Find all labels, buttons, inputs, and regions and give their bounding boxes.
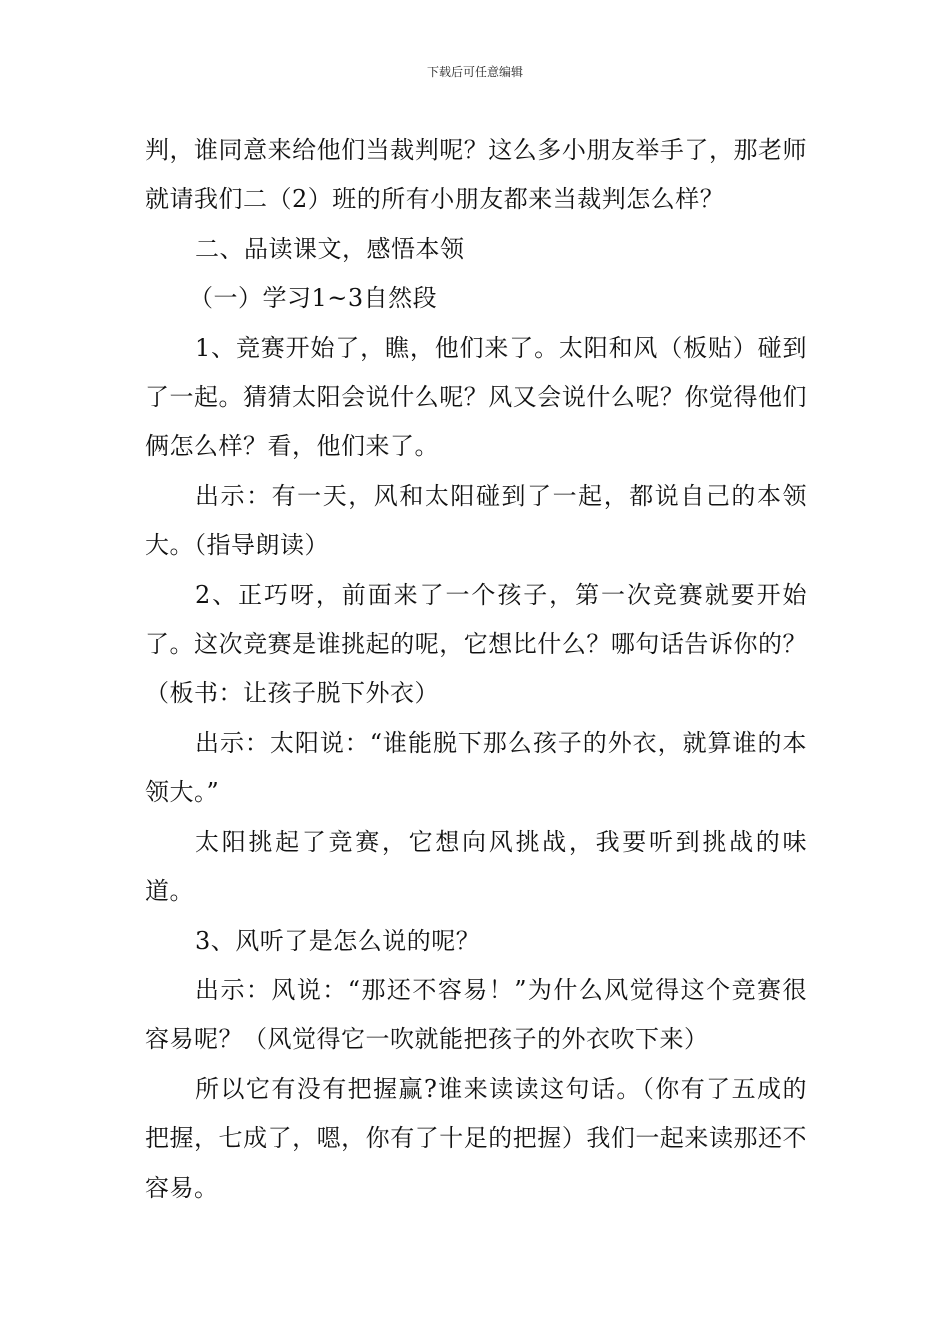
paragraph-11: 所以它有没有把握赢?谁来读读这句话。（你有了五成的把握，七成了，嗯，你有了十足的把握）我们一起来读那还不容易。 <box>145 1074 807 1202</box>
paragraph-1: 判，谁同意来给他们当裁判呢？这么多小朋友举手了，那老师就请我们二（2）班的所有小朋友都来当裁判怎么样？ <box>145 136 807 214</box>
paragraph-8: 太阳挑起了竞赛，它想向风挑战，我要听到挑战的味道。 <box>145 827 807 906</box>
paragraph-2: 二、品读课文，感悟本领 <box>195 234 465 263</box>
paragraph-3: （一）学习1~3自然段 <box>189 284 438 313</box>
page-header-note: 下载后可任意编辑 <box>426 65 523 79</box>
paragraph-6: 2、正巧呀，前面来了一个孩子，第一次竞赛就要开始了。这次竞赛是谁挑起的呢，它想比什么？哪句话告诉你的？（板书：让孩子脱下外衣） <box>145 580 807 708</box>
document-body <box>145 126 807 1213</box>
paragraph-4: 1、竞赛开始了，瞧，他们来了。太阳和风（板贴）碰到了一起。猜猜太阳会说什么呢？风又会说什么呢？你觉得他们俩怎么样？看，他们来了。 <box>145 333 807 461</box>
paragraph-7: 出示：太阳说：“谁能脱下那么孩子的外衣，就算谁的本领大。” <box>145 728 807 807</box>
paragraph-5: 出示：有一天，风和太阳碰到了一起，都说自己的本领大。（指导朗读） <box>145 481 807 560</box>
paragraph-10: 出示：风说：“那还不容易！”为什么风觉得这个竞赛很容易呢？（风觉得它一吹就能把孩子的外衣吹下来） <box>145 975 807 1054</box>
paragraph-9: 3、风听了是怎么说的呢？ <box>195 926 481 955</box>
